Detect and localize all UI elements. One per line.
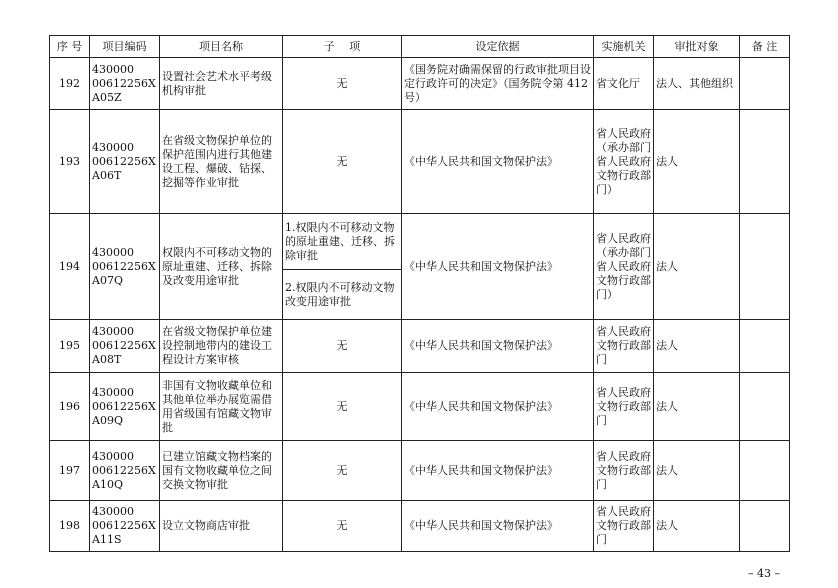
code-line: 00612256X — [92, 76, 156, 90]
code-line: 430000 — [92, 505, 134, 518]
sub-cell: 无 — [283, 320, 402, 373]
name-cell: 设立文物商店审批 — [160, 501, 283, 552]
code-line: A07Q — [92, 273, 123, 287]
name-cell: 已建立馆藏文物档案的国有文物收藏单位之间交换文物审批 — [160, 441, 283, 501]
target-cell: 法人 — [654, 214, 740, 320]
header-name: 项目名称 — [160, 36, 283, 58]
table-row — [50, 58, 790, 110]
basis-cell: 《中华人民共和国文物保护法》 — [402, 110, 594, 214]
table-row — [50, 501, 790, 552]
code-cell — [90, 214, 160, 320]
code-cell — [90, 58, 160, 110]
seq-cell: 197 — [50, 441, 90, 501]
sub-cell: 1.权限内不可移动文物的原址重建、迁移、拆除审批 — [283, 214, 402, 270]
basis-cell: 《中华人民共和国文物保护法》 — [402, 320, 594, 373]
code-line: A10Q — [92, 477, 123, 491]
table-row — [50, 320, 790, 373]
target-cell: 法人 — [654, 320, 740, 373]
sub-cell: 无 — [283, 441, 402, 501]
target-cell: 法人 — [654, 441, 740, 501]
target-cell: 法人 — [654, 110, 740, 214]
basis-cell: 《中华人民共和国文物保护法》 — [402, 373, 594, 441]
header-agency: 实施机关 — [594, 36, 654, 58]
agency-cell: 省人民政府文物行政部门 — [594, 441, 654, 501]
sub-cell: 2.权限内不可移动文物改变用途审批 — [283, 270, 402, 320]
code-line: 00612256X — [92, 463, 156, 477]
agency-cell: 省人民政府文物行政部门 — [594, 373, 654, 441]
agency-cell: 省人民政府文物行政部门 — [594, 501, 654, 552]
basis-cell: 《中华人民共和国文物保护法》 — [402, 441, 594, 501]
remark-cell — [740, 58, 790, 110]
code-cell — [90, 320, 160, 373]
code-line: 00612256X — [92, 339, 156, 352]
page-number: – 43 – — [748, 567, 780, 580]
code-line: 00612256X — [92, 519, 156, 532]
header-remark: 备 注 — [740, 36, 790, 58]
name-cell: 在省级文物保护单位建设控制地带内的建设工程设计方案审核 — [160, 320, 283, 373]
name-cell: 在省级文物保护单位的保护范围内进行其他建设工程、爆破、钻探、挖掘等作业审批 — [160, 110, 283, 214]
target-cell: 法人、其他组织 — [654, 58, 740, 110]
table-row — [50, 110, 790, 214]
agency-cell: 省人民政府文物行政部门 — [594, 320, 654, 373]
name-cell: 权限内不可移动文物的原址重建、迁移、拆除及改变用途审批 — [160, 214, 283, 320]
basis-cell: 《中华人民共和国文物保护法》 — [402, 501, 594, 552]
header-seq: 序 号 — [50, 36, 90, 58]
code-line: A06T — [92, 168, 122, 182]
remark-cell — [740, 373, 790, 441]
table-row — [50, 214, 790, 270]
code-line: A11S — [92, 533, 122, 546]
sub-cell: 无 — [283, 501, 402, 552]
sub-cell: 无 — [283, 373, 402, 441]
target-cell: 法人 — [654, 373, 740, 441]
agency-cell: 省文化厅 — [594, 58, 654, 110]
code-line: 00612256X — [92, 154, 156, 168]
header-target: 审批对象 — [654, 36, 740, 58]
code-line: 430000 — [92, 325, 134, 338]
table-row — [50, 441, 790, 501]
seq-cell: 196 — [50, 373, 90, 441]
table-header-row — [50, 36, 790, 58]
code-cell — [90, 501, 160, 552]
code-line: A08T — [92, 353, 122, 366]
seq-cell: 198 — [50, 501, 90, 552]
table-row — [50, 373, 790, 441]
remark-cell — [740, 501, 790, 552]
code-line: A05Z — [92, 90, 122, 104]
name-cell: 非国有文物收藏单位和其他单位举办展览需借用省级国有馆藏文物审批 — [160, 373, 283, 441]
code-line: 00612256X — [92, 399, 156, 413]
header-basis: 设定依据 — [402, 36, 594, 58]
remark-cell — [740, 214, 790, 320]
approval-items-table — [49, 35, 790, 552]
basis-cell: 《中华人民共和国文物保护法》 — [402, 214, 594, 320]
code-line: 430000 — [92, 62, 134, 76]
seq-cell: 195 — [50, 320, 90, 373]
code-line: 430000 — [92, 140, 134, 154]
basis-cell: 《国务院对确需保留的行政审批项目设定行政许可的决定》（国务院令第 412 号） — [402, 58, 594, 110]
seq-cell: 194 — [50, 214, 90, 320]
sub-cell: 无 — [283, 58, 402, 110]
header-sub: 子 项 — [283, 36, 402, 58]
code-cell — [90, 373, 160, 441]
remark-cell — [740, 441, 790, 501]
code-line: 430000 — [92, 245, 134, 259]
agency-cell: 省人民政府（承办部门省人民政府文物行政部门） — [594, 214, 654, 320]
name-cell: 设置社会艺术水平考级机构审批 — [160, 58, 283, 110]
sub-cell: 无 — [283, 110, 402, 214]
agency-cell: 省人民政府（承办部门省人民政府文物行政部门） — [594, 110, 654, 214]
code-cell — [90, 441, 160, 501]
remark-cell — [740, 320, 790, 373]
code-line: A09Q — [92, 413, 123, 427]
code-line: 00612256X — [92, 259, 156, 273]
target-cell: 法人 — [654, 501, 740, 552]
seq-cell: 193 — [50, 110, 90, 214]
code-line: 430000 — [92, 449, 134, 463]
header-code: 项目编码 — [90, 36, 160, 58]
remark-cell — [740, 110, 790, 214]
code-line: 430000 — [92, 385, 134, 399]
code-cell — [90, 110, 160, 214]
seq-cell: 192 — [50, 58, 90, 110]
